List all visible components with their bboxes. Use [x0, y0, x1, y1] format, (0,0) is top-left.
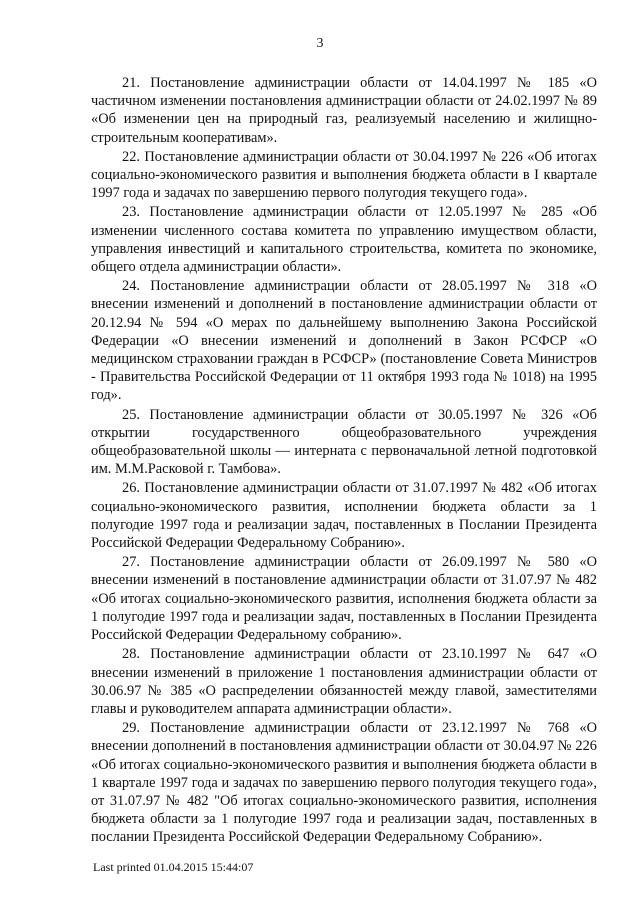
page-number: 3 [316, 36, 324, 51]
list-item-26: 26. Постановление администрации области от 31.07.1997 № 482 «Об итогах социально-экономического развития, исполнении бюджета области за 1 полугодие 1997 года и реализации задач, поставленных в Послании Президента Российской Федерации Федеральному Собранию». [91, 480, 597, 552]
document-body [91, 74, 597, 848]
list-item-22: 22. Постановление администрации области от 30.04.1997 № 226 «Об итогах социально-экономического развития и выполнения бюджета области в I квартале 1997 года и задачах по завершению первого полугодия текущего года». [91, 148, 597, 202]
list-item-21: 21. Постановление администрации области от 14.04.1997 № 185 «О частичном изменении постановления администрации области от 24.02.1997 № 89 «Об изменении цен на природный газ, реализуемый населению и жилищно-строительным кооперативам». [91, 75, 597, 146]
list-item-27: 27. Постановление администрации области от 26.09.1997 № 580 «О внесении изменений в постановление администрации области от 31.07.97 № 482 «Об итогах социально-экономического развития, исполнения бюджета области за 1 полугодие 1997 года и реализации задач, поставленных в Послании Президента Российской Федерации Федеральному собранию». [91, 554, 597, 644]
print-timestamp-footer: Last printed 01.04.2015 15:44:07 [93, 860, 254, 874]
list-item-24: 24. Постановление администрации области от 28.05.1997 № 318 «О внесении изменений и дополнений в постановление администрации области от 20.12.94 № 594 «О мерах по дальнейшему выполнению Закона Российской Федерации «О внесении изменений и дополнений в Закон РСФСР «О медицинском страховании граждан в РСФСР» (постановление Совета Министров - Правительства Российской Федерации от 11 октября 1993 года № 1018) на 1995 год». [91, 278, 597, 404]
list-item-25: 25. Постановление администрации области от 30.05.1997 № 326 «Об открытии государственного общеобразовательного учреждения общеобразовательной школы — интерната с первоначальной летной подготовкой им. М.М.Расковой г. Тамбова». [91, 406, 597, 478]
list-item-29: 29. Постановление администрации области от 23.12.1997 № 768 «О внесении дополнений в постановления администрации области от 30.04.97 № 226 «Об итогах социально-экономического развития и выполнения бюджета области в 1 квартале 1997 года и задачах по завершению первого полугодия текущего года», от 31.07.97 № 482 "Об итогах социально-экономического развития, исполнения бюджета области за 1 полугодие 1997 года и реализации задач, поставленных в послании Президента Российской Федерации Федеральному Собранию». [91, 720, 597, 846]
list-item-23: 23. Постановление администрации области от 12.05.1997 № 285 «Об изменении численного состава комитета по управлению имуществом области, управления инвестиций и капитального строительства, комитета по экономике, общего отдела администрации области». [91, 204, 597, 276]
list-item-28: 28. Постановление администрации области от 23.10.1997 № 647 «О внесении изменений в приложение 1 постановления администрации области от 30.06.97 № 385 «О распределении обязанностей между главой, заместителями главы и руководителем аппарата администрации области». [91, 646, 597, 717]
